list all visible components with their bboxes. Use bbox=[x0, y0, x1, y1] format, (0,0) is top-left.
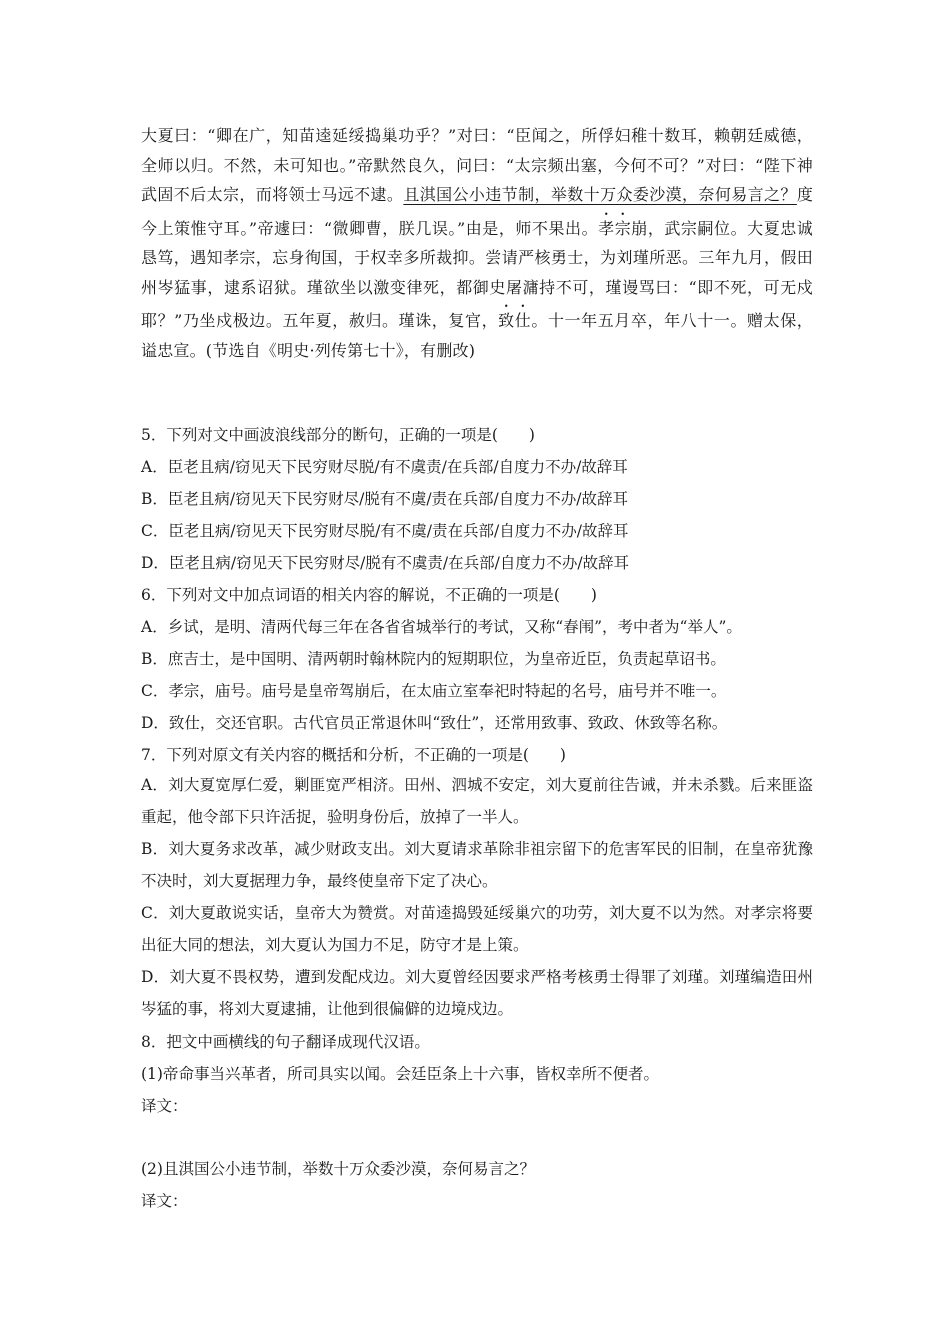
q7-option-c: C．刘大夏敢说实话，皇帝大为赞赏。对苗逵捣毁延绥巢穴的功劳，刘大夏不以为然。对孝宗将要出征大同的想法，刘大夏认为国力不足，防守才是上策。 bbox=[141, 904, 813, 954]
q7-stem: 7．下列对原文有关内容的概括和分析，不正确的一项是( ) bbox=[141, 746, 566, 764]
q7-option-d: D．刘大夏不畏权势，遭到发配戍边。刘大夏曾经因要求严格考核勇士得罪了刘瑾。刘瑾编造田州岑猛的事，将刘大夏逮捕，让他到很偏僻的边境戍边。 bbox=[141, 968, 813, 1018]
passage-source: 。十一年五月卒，年八十一。赠太保，谥忠宣。(节选自《明史·列传第七十》，有删改) bbox=[141, 311, 813, 360]
passage-sentence: 崩，武宗嗣位。大夏忠诚恳笃，遇知孝宗，忘身徇国，于权幸多所裁抑。尝请严核勇士，为刘瑾所恶。三年九月，假田州岑猛事，逮系诏狱。瑾欲坐以激变律死，都御史屠滽持不可，瑾谩骂曰：“即不死，可无戍耶？”乃坐戍极边。五年夏，赦归。瑾诛，复官， bbox=[141, 218, 814, 330]
passage-paragraph bbox=[141, 121, 813, 365]
q5-stem: 5．下列对文中画波浪线部分的断句，正确的一项是( ) bbox=[141, 426, 535, 444]
q5-option-a: A．臣老且病/窃见天下民穷财尽脱/有不虞责/在兵部/自度力不办/故辞耳 bbox=[141, 458, 628, 476]
underlined-sentence: 且淇国公小违节制，举数十万众委沙漠，奈何易言之？ bbox=[403, 185, 797, 204]
passage-sentence: 度今上策惟守耳。”帝遽曰：“微卿曹，朕几误。”由是，师不果出。 bbox=[141, 185, 814, 238]
q7-option-a: A．刘大夏宽厚仁爱，剿匪宽严相济。田州、泗城不安定，刘大夏前往告诫，并未杀戮。后来匪盗重起，他令部下只许活捉，验明身份后，放掉了一半人。 bbox=[141, 776, 813, 826]
q5-option-b: B．臣老且病/窃见天下民穷财尽/脱有不虞/责在兵部/自度力不办/故辞耳 bbox=[141, 490, 629, 508]
q8-sentence-1: (1)帝命事当兴革者，所司具实以闻。会廷臣条上十六事，皆权幸所不便者。 bbox=[141, 1065, 659, 1083]
q7-option-b: B．刘大夏务求改革，减少财政支出。刘大夏请求革除非祖宗留下的危害军民的旧制，在皇帝犹豫不决时，刘大夏据理力争，最终使皇帝下定了决心。 bbox=[141, 840, 813, 890]
q8-translation-label-1: 译文： bbox=[141, 1097, 188, 1115]
q6-option-a: A．乡试，是明、清两代每三年在各省省城举行的考试，又称“春闱”，考中者为“举人”。 bbox=[141, 618, 742, 636]
q8-translation-label-2: 译文： bbox=[141, 1192, 188, 1210]
q5-option-c: C．臣老且病/窃见天下民穷财尽脱/有不虞/责在兵部/自度力不办/故辞耳 bbox=[141, 522, 629, 540]
q6-stem: 6．下列对文中加点词语的相关内容的解说，不正确的一项是( ) bbox=[141, 586, 597, 604]
q6-option-c: C．孝宗，庙号。庙号是皇帝驾崩后，在太庙立室奉祀时特起的名号，庙号并不唯一。 bbox=[141, 682, 727, 700]
q8-stem: 8．把文中画横线的句子翻译成现代汉语。 bbox=[141, 1033, 430, 1051]
q6-option-d: D．致仕，交还官职。古代官员正常退休叫“致仕”，还常用致事、致政、休致等名称。 bbox=[141, 714, 728, 732]
q8-sentence-2: (2)且淇国公小违节制，举数十万众委沙漠，奈何易言之？ bbox=[141, 1160, 535, 1178]
dotted-term-xiaozong: 孝宗 bbox=[598, 218, 632, 238]
passage-text bbox=[141, 121, 813, 365]
q6-option-b: B．庶吉士，是中国明、清两朝时翰林院内的短期职位，为皇帝近臣，负责起草诏书。 bbox=[141, 650, 726, 668]
dotted-term-zhishi: 致仕 bbox=[498, 311, 532, 330]
q5-option-d: D．臣老且病/窃见天下民穷财尽/脱有不虞责/在兵部/自度力不办/故辞耳 bbox=[141, 554, 630, 572]
passage-sentence: 大夏曰：“卿在广，知苗逵延绥捣巢功乎？”对曰：“臣闻之，所俘妇稚十数耳，赖朝廷威德，全师以归。不然，未可知也。”帝默然良久，问曰：“太宗频出塞，今何不可？”对曰：“陛下神武固不后太宗，而将领士马远不逮。 bbox=[141, 126, 813, 204]
